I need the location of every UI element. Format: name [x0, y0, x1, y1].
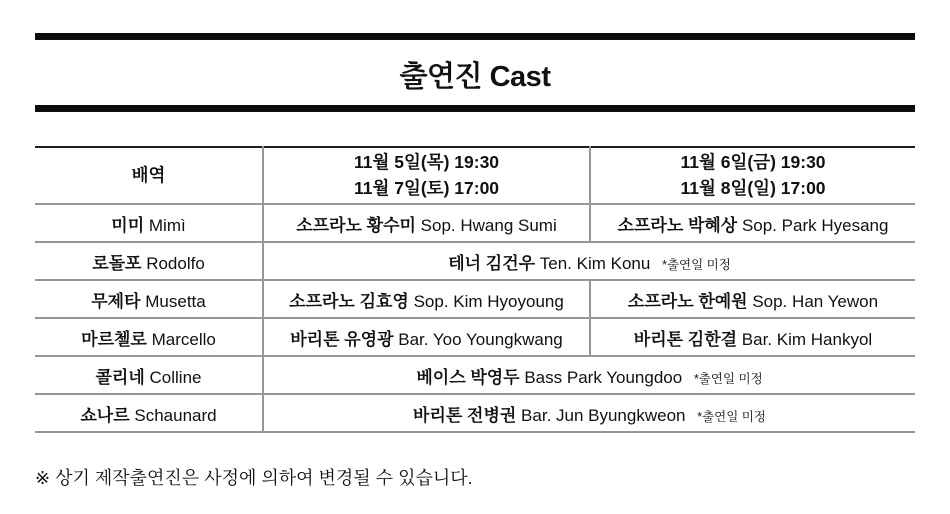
performer-en: Bass Park Youngdoo	[524, 367, 683, 387]
table-row-schaunard	[35, 394, 915, 432]
performer-en: Sop. Han Yewon	[752, 291, 879, 311]
role-cell	[35, 394, 263, 432]
role-name-en: Schaunard	[134, 405, 217, 425]
performer-en: Bar. Yoo Youngkwang	[398, 329, 563, 349]
performer-kr: 베이스 박영두	[416, 367, 520, 387]
role-name-kr: 콜리네	[95, 367, 145, 387]
role-cell	[35, 280, 263, 318]
performer-kr: 소프라노 박혜상	[617, 215, 738, 235]
cast-span-cell	[263, 242, 915, 280]
header-cast-b-date-2: 11월 8일(일) 17:00	[680, 177, 826, 198]
performance-date-tbd-note: *출연일 미정	[662, 257, 731, 272]
performer-en: Sop. Kim Hyoyoung	[413, 291, 564, 311]
role-name-kr: 미미	[111, 215, 145, 235]
header-cast-a-date-1: 11월 5일(목) 19:30	[353, 152, 500, 173]
role-name-en: Marcello	[151, 329, 216, 349]
cast-a-cell	[263, 204, 590, 242]
cast-table	[35, 146, 915, 433]
header-cast-b-date-1: 11월 6일(금) 19:30	[680, 152, 826, 173]
table-row-mimi	[35, 204, 915, 242]
role-name-en: Musetta	[145, 291, 206, 311]
performer-kr: 바리톤 전병권	[413, 405, 517, 425]
performer-en: Sop. Hwang Sumi	[420, 215, 557, 235]
header-cast-a-dates	[263, 147, 590, 204]
table-row-rodolfo	[35, 242, 915, 280]
cast-b-cell	[590, 280, 915, 318]
role-name-kr: 마르첼로	[81, 329, 147, 349]
header-role: 배역	[35, 147, 263, 204]
role-name-kr: 로돌포	[92, 253, 142, 273]
title-rule-bottom	[35, 105, 915, 112]
role-name-en: Rodolfo	[146, 253, 205, 273]
performer-en: Sop. Park Hyesang	[741, 215, 889, 235]
table-row-musetta	[35, 280, 915, 318]
cast-span-cell	[263, 356, 915, 394]
performer-kr: 소프라노 황수미	[296, 215, 416, 235]
role-cell	[35, 356, 263, 394]
cast-change-disclaimer: ※ 상기 제작출연진은 사정에 의하여 변경될 수 있습니다.	[35, 468, 473, 488]
performer-en: Bar. Kim Hankyol	[741, 329, 873, 349]
header-cast-b-dates	[590, 147, 915, 204]
role-cell	[35, 204, 263, 242]
cast-span-cell	[263, 394, 915, 432]
performance-date-tbd-note: *출연일 미정	[693, 371, 763, 386]
title-rule-top	[35, 33, 915, 40]
header-cast-a-date-2: 11월 7일(토) 17:00	[353, 177, 500, 198]
role-name-en: Mimì	[148, 215, 186, 235]
cast-b-cell	[590, 204, 915, 242]
table-row-marcello	[35, 318, 915, 356]
performer-kr: 소프라노 한예원	[627, 291, 748, 311]
role-name-kr: 쇼나르	[80, 405, 130, 425]
cast-a-cell	[263, 318, 590, 356]
role-name-en: Colline	[149, 367, 202, 387]
role-cell	[35, 242, 263, 280]
role-name-kr: 무제타	[91, 291, 141, 311]
performer-en: Ten. Kim Konu	[539, 253, 651, 273]
role-cell	[35, 318, 263, 356]
performer-kr: 테너 김건우	[448, 253, 536, 273]
performance-date-tbd-note: *출연일 미정	[697, 409, 766, 424]
performer-en: Bar. Jun Byungkweon	[521, 405, 686, 425]
page-title: 출연진 Cast	[399, 61, 551, 93]
performer-kr: 바리톤 유영광	[290, 329, 394, 349]
cast-b-cell	[590, 318, 915, 356]
table-header-row	[35, 147, 915, 204]
table-row-colline	[35, 356, 915, 394]
performer-kr: 소프라노 김효영	[289, 291, 409, 311]
cast-a-cell	[263, 280, 590, 318]
performer-kr: 바리톤 김한결	[633, 329, 738, 349]
